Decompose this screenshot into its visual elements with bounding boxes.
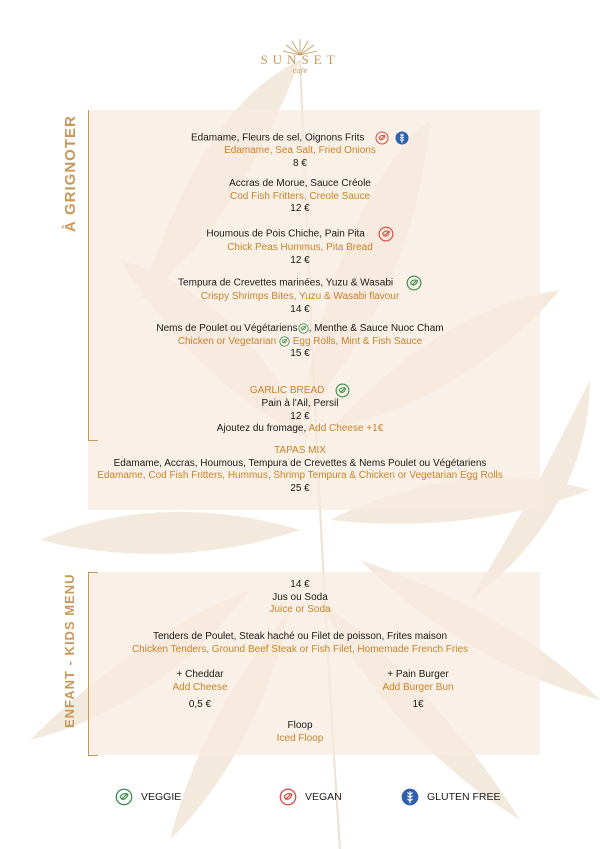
menu-item-houmous	[0, 226, 600, 267]
vegan-icon	[375, 131, 389, 145]
item-en: Cod Fish Fritters, Creole Sauce	[229, 190, 371, 202]
kids-price: 14 €	[290, 579, 310, 590]
kids-main-fr: Tenders de Poulet, Steak haché ou Filet de poisson, Frites maison	[152, 631, 448, 642]
tapas-en: Edamame, Cod Fish Fritters, Hummus, Shrimp Tempura & Chicken or Vegetarian Egg Rolls	[97, 470, 503, 481]
menu-item-tempura	[0, 275, 600, 316]
legend-gluten	[401, 788, 501, 806]
kids-drink-fr: Jus ou Soda	[272, 591, 328, 603]
legend-vegan-label: VEGAN	[305, 791, 342, 803]
menu-item-edamame	[0, 131, 600, 170]
kids-option-cheddar	[130, 669, 270, 712]
item-fr-b: , Menthe & Sauce Nuoc Cham	[308, 323, 444, 335]
veggie-icon	[298, 323, 309, 334]
kids-top-line	[88, 572, 98, 573]
kids-drink-en: Juice or Soda	[269, 604, 331, 615]
menu-item-tapas-mix	[0, 445, 600, 495]
tapas-price: 25 €	[290, 482, 310, 494]
leaf-v-circle-icon	[279, 788, 297, 806]
cheddar-en: Add Cheese	[172, 681, 228, 693]
garlic-title: GARLIC BREAD	[249, 385, 325, 397]
item-price: 14 €	[290, 303, 310, 315]
kids-dessert	[0, 720, 600, 745]
kids-bottom-line	[88, 755, 98, 756]
item-fr-a: Nems de Poulet ou Végétariens	[156, 323, 298, 335]
veggie-icon	[335, 383, 350, 398]
menu-item-nems	[0, 323, 600, 361]
veggie-icon	[406, 275, 422, 291]
logo	[0, 38, 600, 75]
kids-main-en: Chicken Tenders, Ground Beef Steak or Fish Filet, Homemade French Fries	[131, 643, 469, 655]
wheat-icon	[395, 131, 409, 145]
legend-veggie	[115, 788, 181, 806]
item-en-b: Egg Rolls, Mint & Fish Sauce	[289, 335, 423, 347]
vegan-icon	[378, 226, 394, 242]
kids-main	[0, 631, 600, 656]
item-price: 15 €	[290, 348, 310, 360]
tapas-title: TAPAS MIX	[274, 445, 326, 456]
grignoter-underline	[88, 440, 98, 441]
kids-option-burger	[348, 669, 488, 712]
garlic-extra-fr: Ajoutez du fromage,	[216, 423, 309, 434]
item-en: Edamame, Sea Salt, Fried Onions	[224, 145, 376, 157]
burger-en: Add Burger Bun	[382, 681, 454, 693]
item-fr: Accras de Morue, Sauce Créole	[229, 178, 371, 189]
burger-price: 1€	[412, 699, 424, 710]
garlic-price: 12 €	[290, 410, 310, 422]
item-fr: Houmous de Pois Chiche, Pain Pita	[206, 228, 365, 240]
cheddar-price: 0,5 €	[188, 699, 212, 710]
item-fr: Edamame, Fleurs de sel, Oignons Frits	[191, 132, 365, 144]
brand-name: SUNSET	[260, 52, 340, 67]
brand-sub: cafe	[292, 67, 308, 75]
item-price: 12 €	[290, 203, 310, 214]
garlic-extra-en: Add Cheese +1€	[308, 423, 384, 434]
dessert-fr: Floop	[287, 720, 313, 731]
cheddar-fr: + Cheddar	[176, 669, 224, 680]
burger-fr: + Pain Burger	[387, 669, 449, 680]
item-price: 12 €	[290, 254, 310, 266]
item-price: 8 €	[293, 157, 307, 169]
dessert-en: Iced Floop	[276, 732, 324, 744]
item-en: Chick Peas Hummus, Pita Bread	[227, 242, 373, 253]
legend-vegan	[279, 788, 342, 806]
menu-item-accras	[0, 178, 600, 216]
menu-item-garlic-bread	[0, 383, 600, 436]
legend-veggie-label: VEGGIE	[141, 791, 182, 803]
section-title-kids: ENFANT - KIDS MENU	[62, 573, 77, 728]
legend-gluten-label: GLUTEN FREE	[427, 791, 501, 803]
tapas-fr: Edamame, Accras, Houmous, Tempura de Crevettes & Nems Poulet ou Végétariens	[113, 457, 487, 469]
kids-drink	[0, 579, 600, 617]
item-en: Crispy Shrimps Bites, Yuzu & Wasabi flavour	[200, 291, 400, 302]
wheat-icon	[401, 788, 419, 806]
garlic-fr: Pain à l'Ail, Persil	[261, 398, 339, 409]
item-fr: Tempura de Crevettes marinées, Yuzu & Wasabi	[178, 277, 394, 289]
item-en-a: Chicken or Vegetarian	[177, 335, 277, 347]
leaf-circle-icon	[115, 788, 133, 806]
section-title-grignoter: À GRIGNOTER	[62, 115, 79, 232]
veggie-icon	[279, 336, 290, 347]
